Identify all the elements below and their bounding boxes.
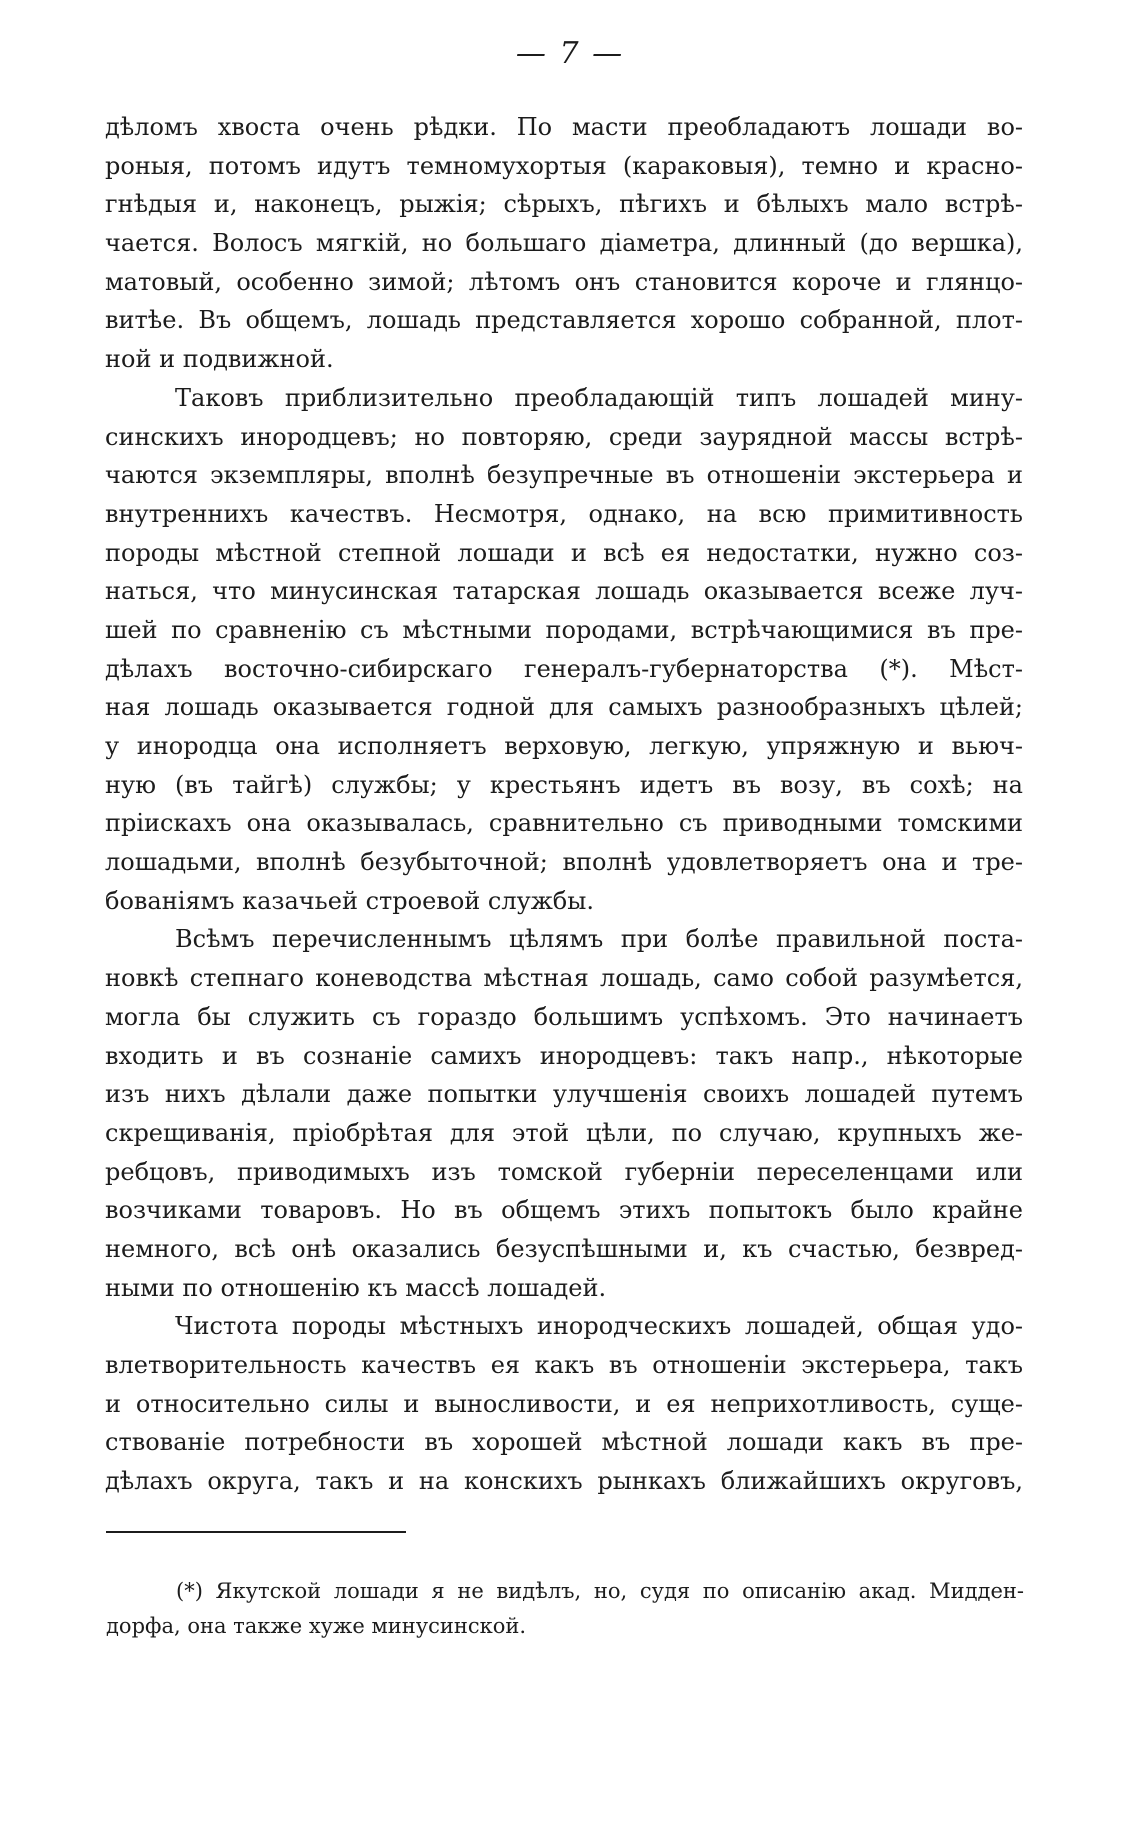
text-line: немного, всѣ онѣ оказались безуспѣшными и, къ счастью, безвред- <box>105 1234 1023 1263</box>
text-line: изъ нихъ дѣлали даже попытки улучшенія своихъ лошадей путемъ <box>105 1080 1023 1109</box>
text-line: ная лошадь оказывается годной для самыхъ разнообразныхъ цѣлей; <box>105 693 1023 722</box>
footnote <box>106 1574 1024 1644</box>
text-line: ной и подвижной. <box>105 345 334 374</box>
text-line: скрещиванія, пріобрѣтая для этой цѣли, по случаю, крупныхъ же- <box>105 1118 1023 1147</box>
text-line: лошадьми, вполнѣ безубыточной; вполнѣ удовлетворяетъ она и тре- <box>105 848 1023 877</box>
text-line: новкѣ степнаго коневодства мѣстная лошадь, само собой разумѣется, <box>105 964 1023 993</box>
text-line: входить и въ сознаніе самихъ инородцевъ: такъ напр., нѣкоторые <box>105 1041 1023 1070</box>
text-line: Чистота породы мѣстныхъ инородческихъ лошадей, общая удо- <box>175 1312 1023 1341</box>
text-line: матовый, особенно зимой; лѣтомъ онъ становится короче и глянцо- <box>105 267 1023 296</box>
text-line: витѣе. Въ общемъ, лошадь представляется хорошо собранной, плот- <box>105 306 1023 335</box>
text-line: и относительно силы и выносливости, и ея неприхотливость, суще- <box>105 1389 1023 1418</box>
text-line: синскихъ инородцевъ; но повторяю, среди заурядной массы встрѣ- <box>105 422 1023 451</box>
text-line: у инородца она исполняетъ верховую, легкую, упряжную и вьюч- <box>105 732 1023 760</box>
text-line: породы мѣстной степной лошади и всѣ ея недостатки, нужно соз- <box>105 538 1023 567</box>
text-line: чается. Волосъ мягкій, но большаго діаметра, длинный (до вершка), <box>105 229 1023 258</box>
paragraph-1 <box>105 108 1023 379</box>
text-line: гнѣдыя и, наконецъ, рыжія; сѣрыхъ, пѣгихъ и бѣлыхъ мало встрѣ- <box>105 190 1023 219</box>
text-line: ную (въ тайгѣ) службы; у крестьянъ идетъ въ возу, въ сохѣ; на <box>105 770 1023 799</box>
text-line: ребцовъ, приводимыхъ изъ томской губерніи переселенцами или <box>105 1157 1023 1186</box>
text-line: дѣлахъ округа, такъ и на конскихъ рынкахъ ближайшихъ округовъ, <box>105 1467 1023 1496</box>
footnote-line: дорфа, она также хуже минусинской. <box>106 1614 527 1638</box>
text-line: пріискахъ она оказывалась, сравнительно съ приводными томскими <box>105 809 1023 838</box>
text-line: возчиками товаровъ. Но въ общемъ этихъ попытокъ было крайне <box>105 1196 1023 1225</box>
text-line: наться, что минусинская татарская лошадь оказывается всеже луч- <box>105 577 1023 606</box>
text-line: дѣлахъ восточно-сибирскаго генералъ-губернаторства (*). Мѣст- <box>105 654 1023 683</box>
footnote-divider <box>106 1531 406 1533</box>
text-line: Всѣмъ перечисленнымъ цѣлямъ при болѣе правильной поста- <box>175 925 1023 954</box>
text-line: дѣломъ хвоста очень рѣдки. По масти преобладаютъ лошади во- <box>105 113 1023 141</box>
text-line: бованіямъ казачьей строевой службы. <box>105 886 594 915</box>
paragraph-2 <box>105 379 1023 921</box>
paragraph-4 <box>105 1307 1023 1500</box>
text-line: ными по отношенію къ массѣ лошадей. <box>105 1273 607 1302</box>
page-number: — 7 — <box>515 36 625 71</box>
body-text <box>105 108 1023 1501</box>
text-line: чаются экземпляры, вполнѣ безупречные въ отношеніи экстерьера и <box>105 461 1023 490</box>
text-line: внутреннихъ качествъ. Несмотря, однако, на всю примитивность <box>105 499 1023 528</box>
text-line: влетворительность качествъ ея какъ въ отношеніи экстерьера, такъ <box>105 1351 1023 1379</box>
paragraph-3 <box>105 920 1023 1307</box>
text-line: Таковъ приблизительно преобладающій типъ лошадей мину- <box>175 383 1023 412</box>
text-line: ствованіе потребности въ хорошей мѣстной лошади какъ въ пре- <box>105 1428 1023 1457</box>
text-line: могла бы служить съ гораздо большимъ успѣхомъ. Это начинаетъ <box>105 1002 1023 1031</box>
text-line: шей по сравненію съ мѣстными породами, встрѣчающимися въ пре- <box>105 615 1023 644</box>
footnote-line: (*) Якутской лошади я не видѣлъ, но, судя по описанію акад. Мидден- <box>176 1579 1024 1603</box>
text-line: роныя, потомъ идутъ темномухортыя (караковыя), темно и красно- <box>105 151 1023 180</box>
